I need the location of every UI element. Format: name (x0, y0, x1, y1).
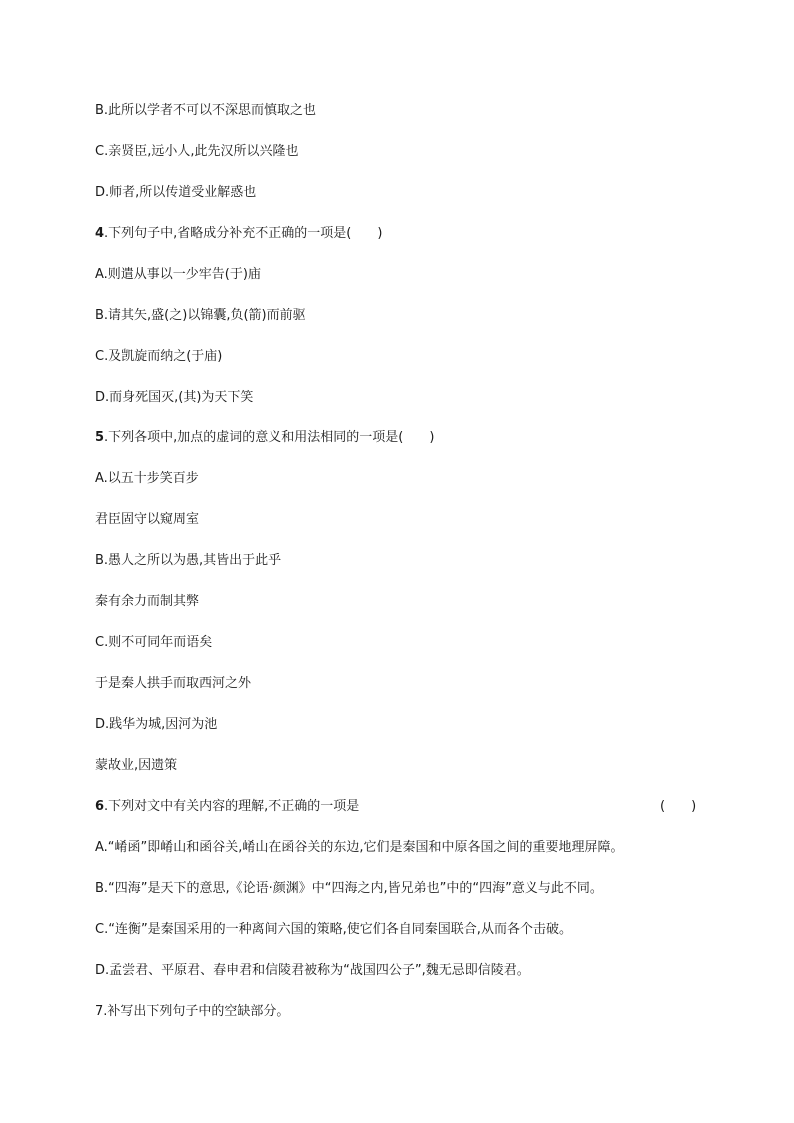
question-5-option-b: B.愚人之所以为愚,其皆出于此乎 (95, 553, 282, 568)
question-5-option-c-pair: 于是秦人拱手而取西河之外 (95, 676, 252, 691)
question-6-option-d: D.孟尝君、平原君、春申君和信陵君被称为“战国四公子”,魏无忌即信陵君。 (95, 963, 530, 978)
question-4-option-a: A.则遣从事以一少牢告(于)庙 (95, 267, 261, 282)
question-6-stem: 6.下列对文中有关内容的理解,不正确的一项是 (95, 799, 360, 814)
question-6-option-a: A.“崤函”即崤山和函谷关,崤山在函谷关的东边,它们是秦国和中原各国之间的重要地理屏障。 (95, 840, 624, 855)
question-4-option-c: C.及凯旋而纳之(于庙) (95, 349, 223, 364)
question-4-option-b: B.请其矢,盛(之)以锦囊,负(箭)而前驱 (95, 308, 306, 323)
question-6-option-b: B.“四海”是天下的意思,《论语·颜渊》中“四海之内,皆兄弟也”中的“四海”意义与此不同。 (95, 881, 603, 896)
question-number: 5 (95, 430, 105, 445)
question-4-option-d: D.而身死国灭,(其)为天下笑 (95, 390, 254, 405)
question-number: 6 (95, 799, 105, 814)
question-5-option-a: A.以五十步笑百步 (95, 471, 199, 486)
question-5-option-c: C.则不可同年而语矣 (95, 635, 213, 650)
question-5-option-a-pair: 君臣固守以窥周室 (95, 512, 200, 527)
question-4-stem: 4.下列句子中,省略成分补充不正确的一项是( ) (95, 226, 383, 241)
question-5-option-d: D.践华为城,因河为池 (95, 717, 218, 732)
option-b-line: B.此所以学者不可以不深思而慎取之也 (95, 103, 317, 118)
question-5-option-d-pair: 蒙故业,因遗策 (95, 758, 178, 773)
question-6-option-c: C.“连衡”是秦国采用的一种离间六国的策略,使它们各自同秦国联合,从而各个击破。 (95, 922, 572, 937)
question-5-stem: 5.下列各项中,加点的虚词的意义和用法相同的一项是( ) (95, 430, 435, 445)
option-c-line: C.亲贤臣,远小人,此先汉所以兴隆也 (95, 144, 299, 159)
question-7-stem: 7.补写出下列句子中的空缺部分。 (95, 1004, 290, 1019)
question-5-option-b-pair: 秦有余力而制其弊 (95, 594, 200, 609)
option-d-line: D.师者,所以传道受业解惑也 (95, 185, 257, 200)
answer-parentheses: ( ) (660, 799, 697, 814)
question-number: 4 (95, 226, 105, 241)
